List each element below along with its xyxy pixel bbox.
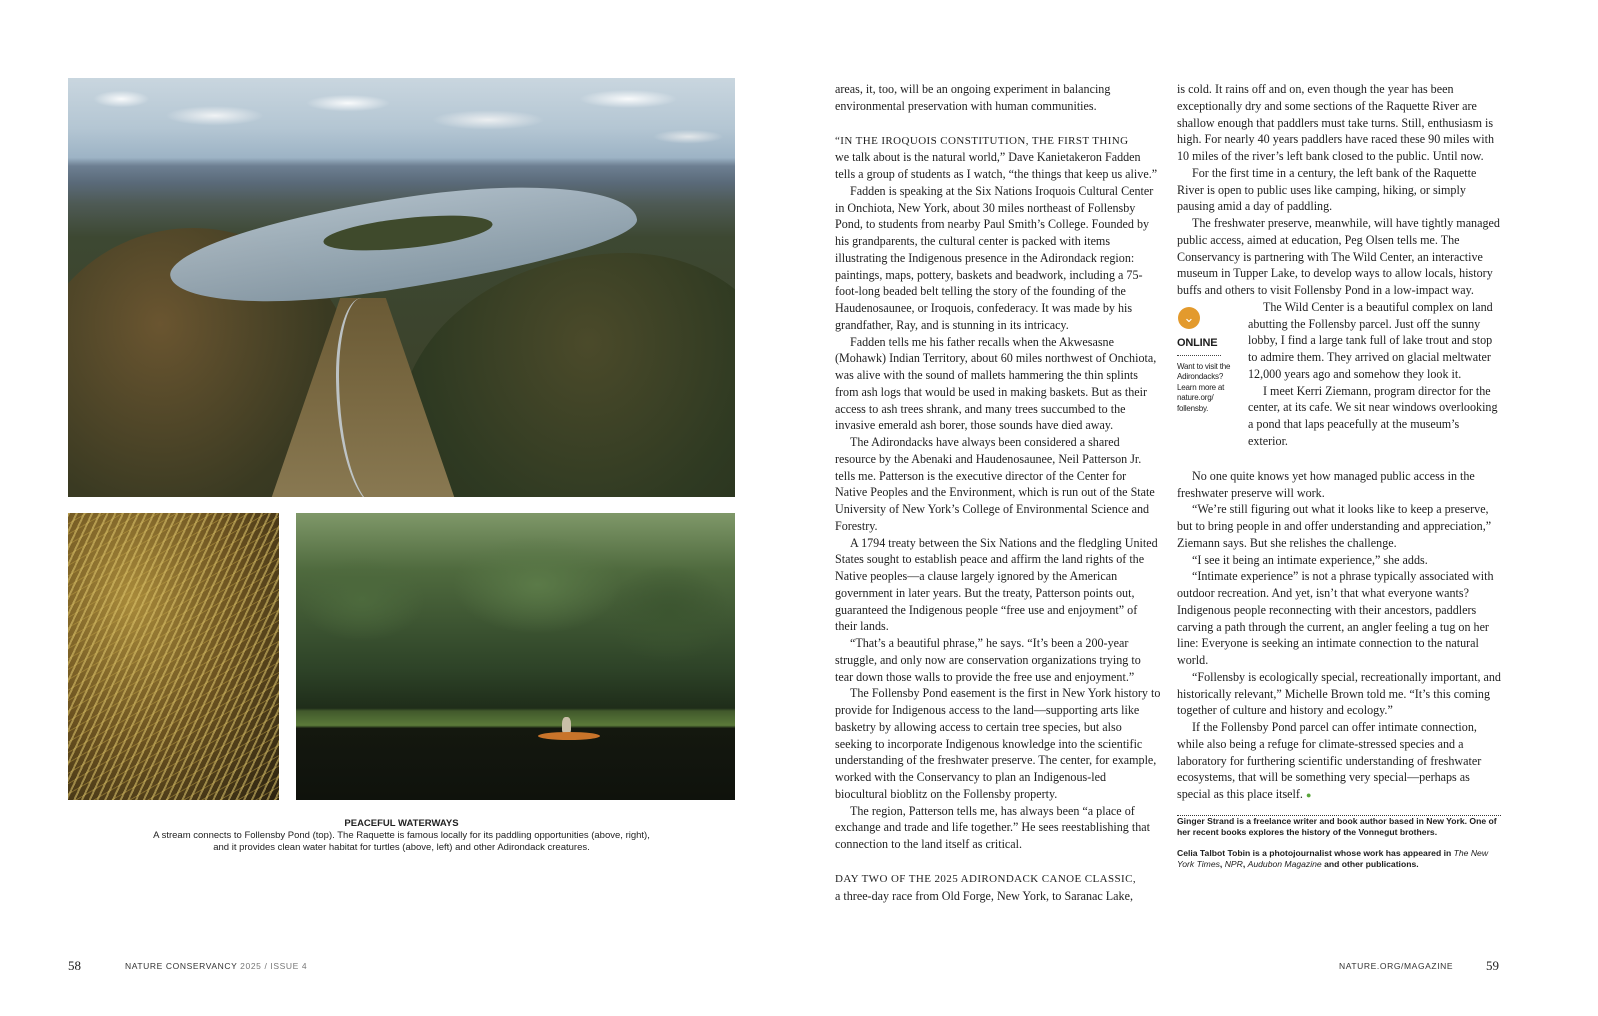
section-opener xyxy=(835,870,1161,905)
paragraph: The Adirondacks have always been considered a shared resource by the Abenaki and Haudenosaunee, Neil Patterson Jr. tells me. Patterson is the executive director of the Center for Native Peoples and the Environment, which is run out of the State University of New York’s College of Environmental Science and Forestry. xyxy=(835,435,1155,533)
paragraph: “Intimate experience” is not a phrase typically associated with outdoor recreation. And yet, isn’t that what everyone wants? Indigenous people reconnecting with their ancestors, paddlers carving a path through the current, an angler feeling a tug on her line: Everyone is seeking an intimate connection to the natural world. xyxy=(1177,569,1494,667)
paragraph: is cold. It rains off and on, even though the year has been exceptionally dry and some sections of the Raquette River are shallow enough that paddlers must take turns. Still, enthusiasm is high. For nearly 40 years paddlers have raced these 90 miles with 10 miles of the river’s left bank closed to the public. Until now. xyxy=(1177,82,1495,163)
paragraph: A 1794 treaty between the Six Nations and the fledgling United States sought to establish peace and affirm the land rights of the Native peoples—a clause largely ignored by the American government in later years. But the treaty, Patterson points out, guaranteed the Indigenous people “free use and enjoyment” of their lands. xyxy=(835,535,1158,634)
issue-label: 2025 / ISSUE 4 xyxy=(240,961,308,971)
bio-text: Celia Talbot Tobin is a photojournalist whose work has appeared in xyxy=(1177,847,1454,858)
page-number-right: 59 xyxy=(1486,958,1499,973)
bio-text: and other publications. xyxy=(1321,858,1419,869)
caption-line-2: and it provides clean water habitat for turtles (above, left) and other Adirondack creatures. xyxy=(213,842,590,853)
photo-caption xyxy=(68,818,735,854)
folio-right[interactable]: NATURE.ORG/MAGAZINE xyxy=(1339,961,1454,971)
page-number-left: 58 xyxy=(68,958,81,973)
paragraph-text: a three-day race from Old Forge, New York, to Saranac Lake, xyxy=(835,888,1133,903)
folio-left xyxy=(125,961,307,971)
online-callout[interactable] xyxy=(1177,307,1237,414)
section-lead-in: “IN THE IROQUOIS CONSTITUTION, THE FIRST THING xyxy=(835,134,1129,147)
publication-name: Audubon Magazine xyxy=(1247,858,1322,869)
caption-title: PEACEFUL WATERWAYS xyxy=(344,818,459,829)
photo-hill-right xyxy=(398,253,735,497)
photo-follensby-pond-aerial xyxy=(68,78,735,497)
paragraph: The freshwater preserve, meanwhile, will have tightly managed public access, aimed at education, Peg Olsen tells me. The Conservancy is partnering with The Wild Center, an interactive museum in Tupper Lake, to develop ways to allow locals, history buffs and others to visit Follensby Pond in a low-impact way. xyxy=(1177,216,1500,297)
paragraph: The Wild Center is a beautiful complex on land abutting the Follensby parcel. Just off the sunny lobby, I find a large tank full of lake trout and stop to admire them. They arrived on glacial meltwater 12,000 years ago and somehow they look it. xyxy=(1248,299,1493,381)
end-mark-icon: ● xyxy=(1305,790,1312,800)
online-label: ONLINE xyxy=(1177,335,1221,356)
photographer-bio xyxy=(1177,848,1501,870)
author-bio: Ginger Strand is a freelance writer and book author based in New York. One of her recent books explores the history of the Vonnegut brothers. xyxy=(1177,815,1497,837)
bio-separator: , xyxy=(1219,858,1225,869)
publication-name: NPR xyxy=(1224,858,1243,869)
paragraph: No one quite knows yet how managed public access in the freshwater preserve will work. xyxy=(1177,468,1475,500)
publication-name: The New York Times xyxy=(1177,847,1489,869)
section-opener xyxy=(835,132,1161,183)
paragraph: “I see it being an intimate experience,” she adds. xyxy=(1192,552,1428,567)
paragraph-text: If the Follensby Pond parcel can offer intimate connection, while also being a refuge for climate-stressed species and a laboratory for furthering scientific understanding of freshwater ecosystems, that will be something very special—perhaps as special as this place itself. xyxy=(1177,720,1482,801)
magazine-title: NATURE CONSERVANCY xyxy=(125,961,238,971)
paragraph: “We’re still figuring out what it looks like to keep a preserve, but to bring people in and offer understanding and appreciation,” Ziemann says. But she relishes the challenge. xyxy=(1177,502,1492,550)
paragraph: “Follensby is ecologically special, recreationally important, and historically relevant,” Michelle Brown told me. “It’s this coming together of culture and history and ecology.” xyxy=(1177,669,1501,718)
paragraph: For the first time in a century, the left bank of the Raquette River is open to public uses like camping, hiking, or simply pausing amid a day of paddling. xyxy=(1177,165,1477,214)
chevron-down-icon[interactable]: ⌄ xyxy=(1178,307,1200,329)
photo-grass-closeup xyxy=(68,513,279,800)
bio-separator: , xyxy=(1242,858,1248,869)
paragraph: I meet Kerri Ziemann, program director for the center, at its cafe. We sit near windows overlooking a pond that laps peacefully at the museum’s exterior. xyxy=(1248,383,1498,448)
article-column-1 xyxy=(835,81,1161,904)
paragraph: The region, Patterson tells me, has always been “a place of exchange and trade and life together.” He sees reestablishing that connection to the land itself as critical. xyxy=(835,803,1150,851)
online-text[interactable]: Want to visit the Adirondacks? Learn more at nature.org/ follensby. xyxy=(1177,361,1231,413)
photo-raquette-river-paddler xyxy=(296,513,735,800)
paragraph: Fadden tells me his father recalls when the Akwesasne (Mohawk) Indian Territory, about 60 miles northwest of Onchiota, was alive with the sound of mallets hammering the thin splints from ash logs that would be used in making baskets. But as their access to ash trees shrank, and many trees succumbed to the invasive emerald ash borer, those sounds have died away. xyxy=(835,334,1157,433)
photo-canoe xyxy=(538,732,600,740)
paragraph: The Follensby Pond easement is the first in New York history to provide for Indigenous access to the land—supporting arts like basketry by allowing access to certain tree species, but also seeking to incorporate Indigenous knowledge into the scientific understanding of the freshwater preserve. The center, for example, worked with the Conservancy to plan an Indigenous-led biocultural bioblitz on the Follensby property. xyxy=(835,686,1161,801)
paragraph: areas, it, too, will be an ongoing experiment in balancing environmental preservation with human communities. xyxy=(835,82,1111,113)
paragraph-final xyxy=(1177,719,1501,804)
wrapped-text xyxy=(1248,299,1501,450)
paragraph: Fadden is speaking at the Six Nations Iroquois Cultural Center in Onchiota, New York, about 30 miles northeast of Follensby Pond, to students from nearby Paul Smith’s College. Founded by his grandparents, the cultural center is packed with items illustrating the Indigenous presence in the Adirondack region: paintings, maps, pottery, baskets and beadwork, including a 75-foot-long beaded belt telling the story of the founding of the Haudenosaunee, or Iroquois, confederacy. It was made by his grandfather, Ray, and is stunning in its intricacy. xyxy=(835,183,1154,332)
paragraph-text: we talk about is the natural world,” Dave Kanietakeron Fadden tells a group of students as I watch, “the things that keep us alive.” xyxy=(835,150,1158,181)
article-column-2 xyxy=(1177,81,1501,870)
section-lead-in: DAY TWO OF THE 2025 ADIRONDACK CANOE CLASSIC, xyxy=(835,872,1136,885)
online-sidebar-block xyxy=(1177,299,1501,468)
paragraph: “That’s a beautiful phrase,” he says. “It’s been a 200-year struggle, and only now are conservation organizations trying to tear down those walls to provide the free use and enjoyment.” xyxy=(835,636,1141,684)
caption-line-1: A stream connects to Follensby Pond (top). The Raquette is famous locally for its paddling opportunities (above, right), xyxy=(153,830,650,841)
photo-paddler xyxy=(562,717,571,733)
